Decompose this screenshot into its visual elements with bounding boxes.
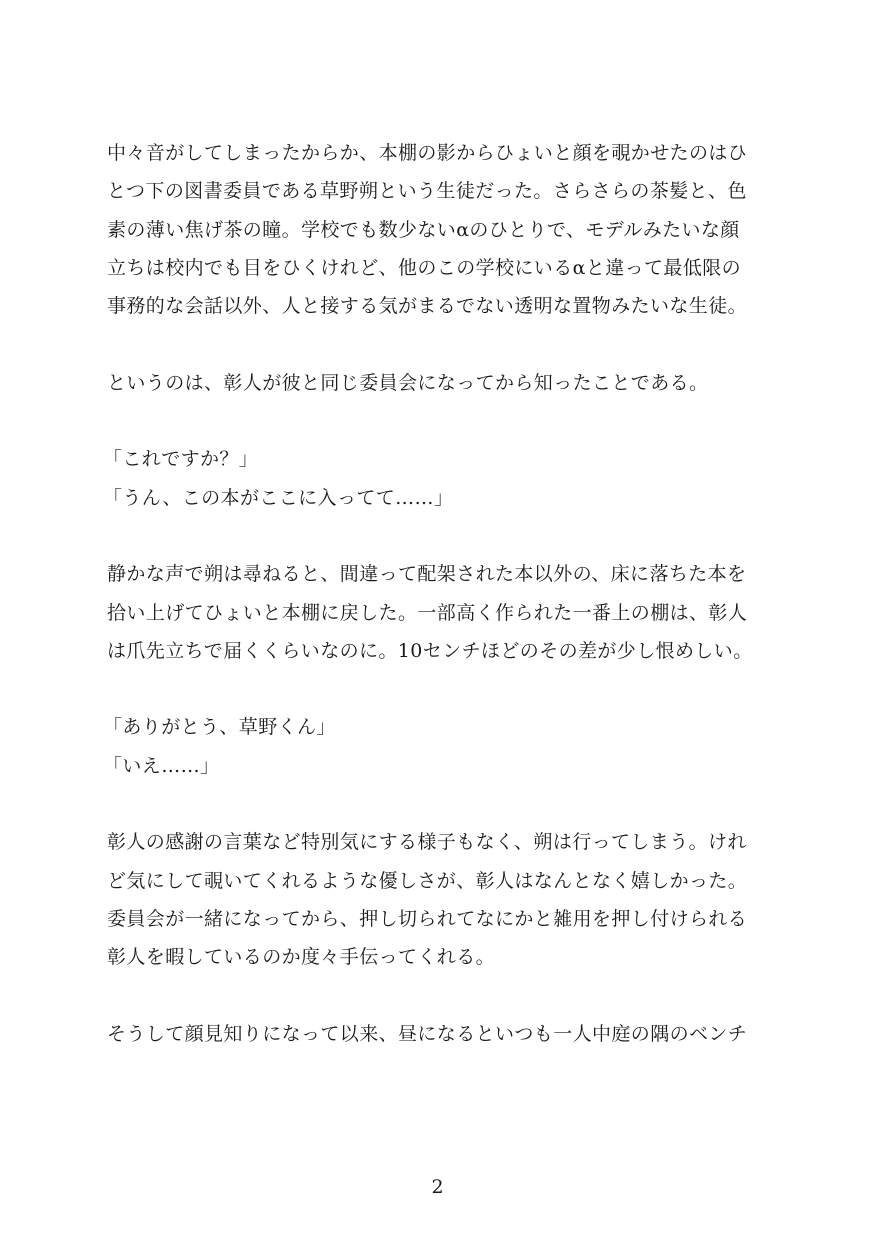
text-line: 拾い上げてひょいと本棚に戻した。一部高く作られた一番上の棚は、彰人 xyxy=(107,601,748,624)
text-line: 彰人を暇しているのか度々手伝ってくれる。 xyxy=(107,946,496,969)
dialogue-line: 「いえ……」 xyxy=(103,754,220,777)
blank-line xyxy=(107,402,767,440)
blank-line xyxy=(107,325,767,363)
text-line: 素の薄い焦げ茶の瞳。学校でも数少ないαのひとりで、モデルみたいな顔 xyxy=(107,218,740,241)
body-text xyxy=(103,134,767,1053)
dialogue-line: 「うん、この本がここに入ってて……」 xyxy=(103,486,454,509)
text-line: は爪先立ちで届くくらいなのに。10センチほどのその差が少し恨めしい。 xyxy=(107,639,753,662)
page-number: 2 xyxy=(431,1176,444,1198)
blank-line xyxy=(107,977,767,1015)
text-line: 静かな声で朔は尋ねると、間違って配架された本以外の、床に落ちた本を xyxy=(107,563,747,586)
text-line: というのは、彰人が彼と同じ委員会になってから知ったことである。 xyxy=(107,371,709,394)
blank-line xyxy=(107,517,767,555)
text-line: 中々音がしてしまったからか、本棚の影からひょいと顔を覗かせたのはひ xyxy=(107,142,748,164)
text-line: 委員会が一緒になってから、押し切られてなにかと雑用を押し付けられる xyxy=(107,907,748,930)
text-line: とつ下の図書委員である草野朔という生徒だった。さらさらの茶髪と、色 xyxy=(107,180,747,203)
dialogue-line: 「これですか？」 xyxy=(103,448,259,471)
dialogue-line: 「ありがとう、草野くん」 xyxy=(103,716,336,739)
blank-line xyxy=(107,670,767,708)
text-line: 事務的な会話以外、人と接する気がまるでない透明な置物みたいな生徒。 xyxy=(107,295,748,318)
text-line: 立ちは校内でも目をひくけれど、他のこの学校にいるαと違って最低限の xyxy=(107,256,742,279)
text-line: そうして顔見知りになって以来、昼になるといつも一人中庭の隅のベンチ xyxy=(107,1022,748,1045)
text-line: ど気にして覗いてくれるような優しさが、彰人はなんとなく嬉しかった。 xyxy=(107,869,748,892)
text-line: 彰人の感謝の言葉など特別気にする様子もなく、朔は行ってしまう。けれ xyxy=(107,831,747,854)
blank-line xyxy=(107,785,767,823)
